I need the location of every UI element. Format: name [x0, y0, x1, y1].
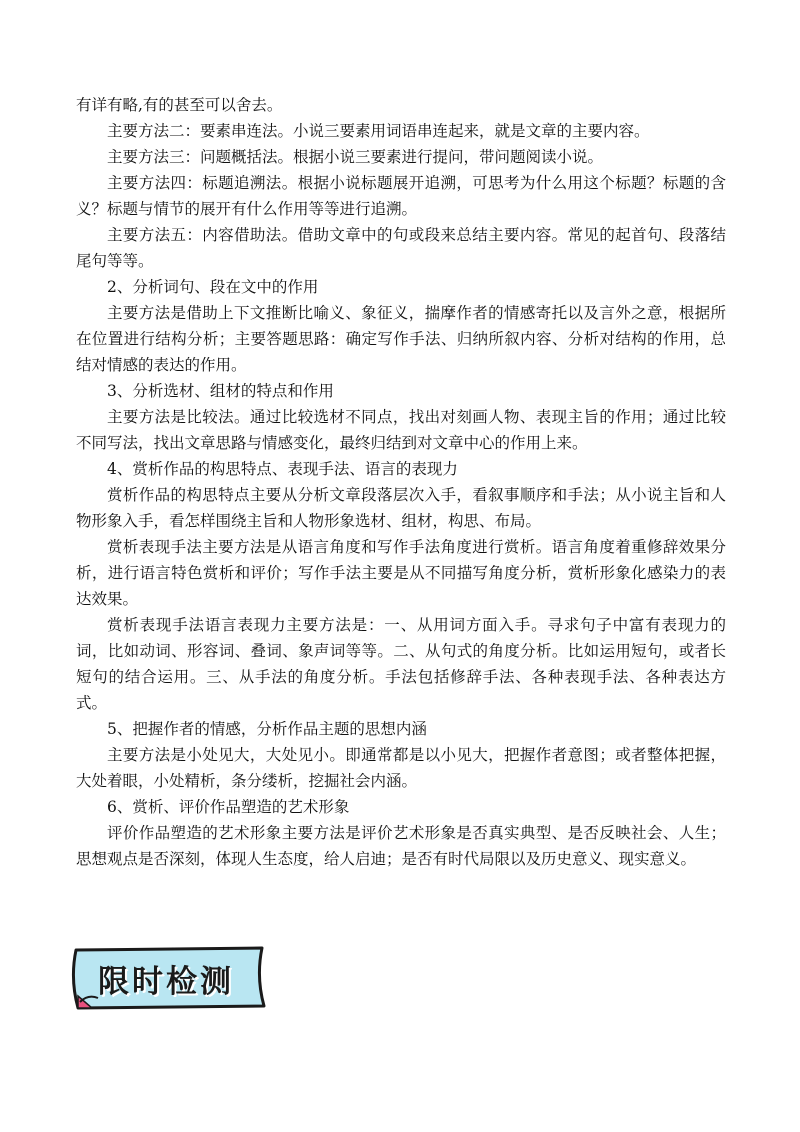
paragraph-method-four: 主要方法四：标题追溯法。根据小说标题展开追溯，可思考为什么用这个标题？标题的含义？标题与情节的展开有什么作用等等进行追溯。 [76, 174, 726, 218]
section-heading-5: 5、把握作者的情感，分析作品主题的思想内涵 [107, 720, 427, 738]
paragraph-section-6: 评价作品塑造的艺术形象主要方法是评价艺术形象是否真实典型、是否反映社会、人生；思想观点是否深刻，体现人生态度，给人启迪；是否有时代局限以及历史意义、现实意义。 [76, 824, 726, 868]
banner-title: 限时检测 [98, 964, 234, 1000]
section-heading-3: 3、分析选材、组材的特点和作用 [107, 382, 334, 400]
document-body [76, 92, 726, 872]
paragraph-continuation: 有详有略,有的甚至可以舍去。 [76, 96, 283, 114]
paragraph-section-2: 主要方法是借助上下文推断比喻义、象征义，揣摩作者的情感寄托以及言外之意，根据所在位置进行结构分析；主要答题思路：确定写作手法、归纳所叙内容、分析对结构的作用，总结对情感的表达的作用。 [76, 304, 726, 374]
timed-test-banner [70, 944, 270, 1014]
paragraph-method-two: 主要方法二：要素串连法。小说三要素用词语串连起来，就是文章的主要内容。 [107, 122, 650, 140]
paragraph-section-4-b: 赏析表现手法主要方法是从语言角度和写作手法角度进行赏析。语言角度着重修辞效果分析，进行语言特色赏析和评价；写作手法主要是从不同描写角度分析，赏析形象化感染力的表达效果。 [76, 538, 726, 608]
paragraph-method-five: 主要方法五：内容借助法。借助文章中的句或段来总结主要内容。常见的起首句、段落结尾句等等。 [76, 226, 726, 270]
section-heading-4: 4、赏析作品的构思特点、表现手法、语言的表现力 [107, 460, 458, 478]
paragraph-section-4-c: 赏析表现手法语言表现力主要方法是：一、从用词方面入手。寻求句子中富有表现力的词，比如动词、形容词、叠词、象声词等等。二、从句式的角度分析。比如运用短句，或者长短句的结合运用。三、从手法的角度分析。手法包括修辞手法、各种表现手法、各种表达方式。 [76, 616, 726, 712]
section-heading-6: 6、赏析、评价作品塑造的艺术形象 [107, 798, 350, 816]
paragraph-section-4-a: 赏析作品的构思特点主要从分析文章段落层次入手，看叙事顺序和手法；从小说主旨和人物形象入手，看怎样围绕主旨和人物形象选材、组材，构思、布局。 [76, 486, 726, 530]
paragraph-section-3: 主要方法是比较法。通过比较选材不同点，找出对刻画人物、表现主旨的作用；通过比较不同写法，找出文章思路与情感变化，最终归结到对文章中心的作用上来。 [76, 408, 726, 452]
paragraph-section-5: 主要方法是小处见大，大处见小。即通常都是以小见大，把握作者意图；或者整体把握，大处着眼，小处精析，条分缕析，挖掘社会内涵。 [76, 746, 726, 790]
section-heading-2: 2、分析词句、段在文中的作用 [107, 278, 319, 296]
paragraph-method-three: 主要方法三：问题概括法。根据小说三要素进行提问，带问题阅读小说。 [107, 148, 604, 166]
